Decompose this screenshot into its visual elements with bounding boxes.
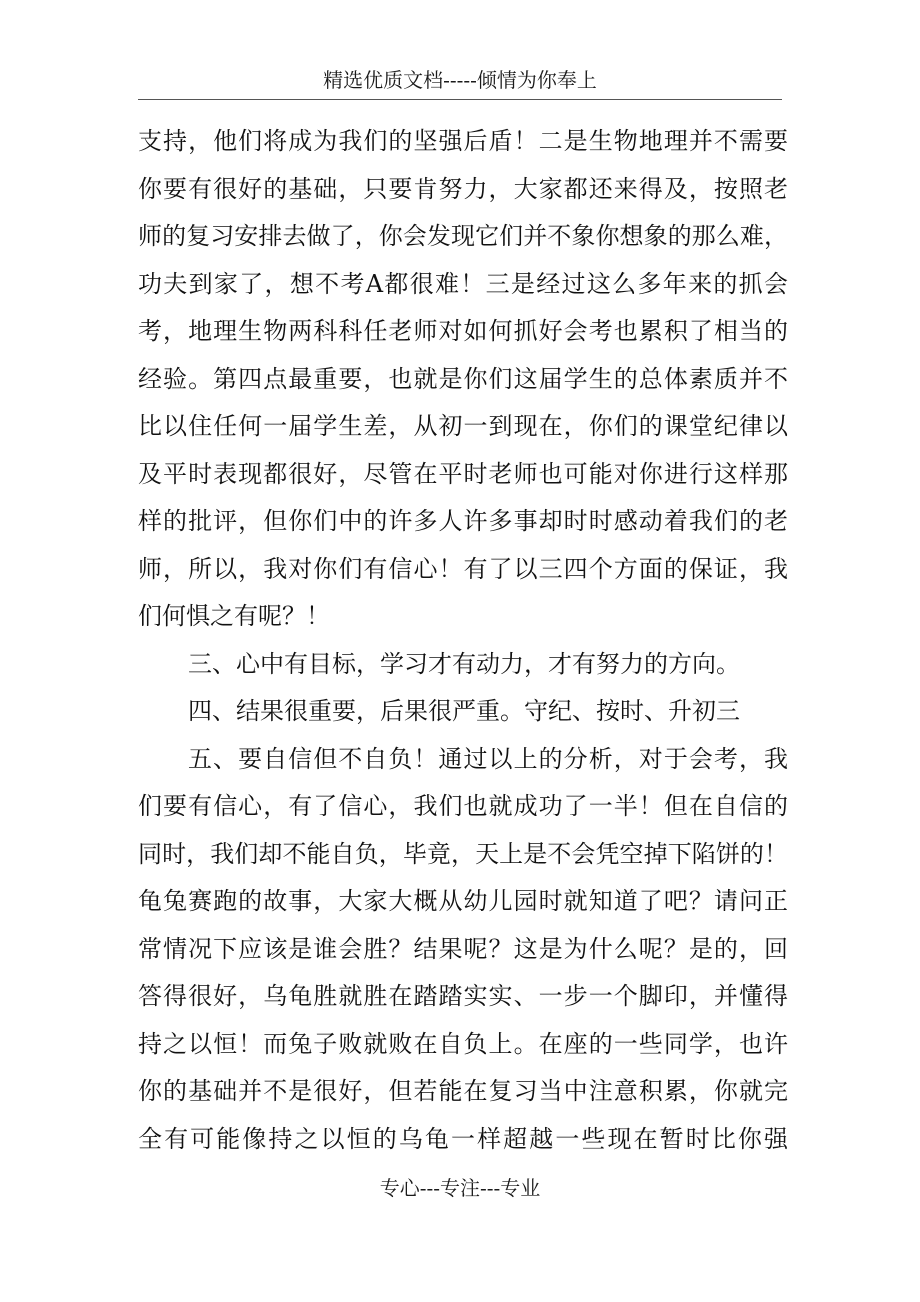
paragraph-three: 三、心中有目标，学习才有动力，才有努力的方向。 — [188, 649, 740, 678]
page-header: 精选优质文档-----倾情为你奉上 — [323, 68, 597, 92]
text-line: 及平时表现都很好，尽管在平时老师也可能对你进行这样那 — [138, 459, 788, 488]
text-line: 常情况下应该是谁会胜？结果呢？这是为什么呢？是的，回 — [138, 934, 788, 963]
text-line: 们何惧之有呢？！ — [138, 602, 330, 630]
paragraph-four: 四、结果很重要，后果很严重。守纪、按时、升初三 — [188, 697, 740, 725]
text-line: 师，所以，我对你们有信心！有了以三四个方面的保证，我 — [138, 554, 788, 583]
body-text — [138, 118, 788, 1163]
paragraph-five: 五、要自信但不自负！通过以上的分析，对于会考，我 — [188, 744, 788, 773]
text-line: 龟兔赛跑的故事，大家大概从幼儿园时就知道了吧？请问正 — [138, 887, 788, 915]
text-line: 们要有信心，有了信心，我们也就成功了一半！但在自信的 — [138, 792, 788, 820]
page-footer: 专心---专注---专业 — [379, 1176, 541, 1200]
text-line: 支持，他们将成为我们的坚强后盾！二是生物地理并不需要 — [138, 127, 788, 155]
text-line: 持之以恒！而兔子败就败在自负上。在座的一些同学，也许 — [138, 1029, 788, 1058]
text-line: 答得很好，乌龟胜就胜在踏踏实实、一步一个脚印，并懂得 — [138, 982, 788, 1010]
text-line: 师的复习安排去做了，你会发现它们并不象你想象的那么难， — [138, 222, 788, 250]
text-line: 功夫到家了，想不考A都很难！三是经过这么多年来的抓会 — [138, 269, 788, 298]
text-line: 比以住任何一届学生差，从初一到现在，你们的课堂纪律以 — [138, 412, 788, 440]
text-line: 样的批评，但你们中的许多人许多事却时时感动着我们的老 — [138, 507, 788, 535]
text-line: 你要有很好的基础，只要肯努力，大家都还来得及，按照老 — [138, 174, 788, 203]
text-line: 同时，我们却不能自负，毕竟，天上是不会凭空掉下陷饼的！ — [138, 839, 788, 868]
text-line: 考，地理生物两科科任老师对如何抓好会考也累积了相当的 — [138, 317, 788, 345]
header-divider — [138, 99, 782, 100]
text-line: 你的基础并不是很好，但若能在复习当中注意积累，你就完 — [138, 1077, 788, 1105]
text-line: 全有可能像持之以恒的乌龟一样超越一些现在暂时比你强 — [138, 1124, 788, 1153]
text-line: 经验。第四点最重要，也就是你们这届学生的总体素质并不 — [138, 364, 788, 393]
